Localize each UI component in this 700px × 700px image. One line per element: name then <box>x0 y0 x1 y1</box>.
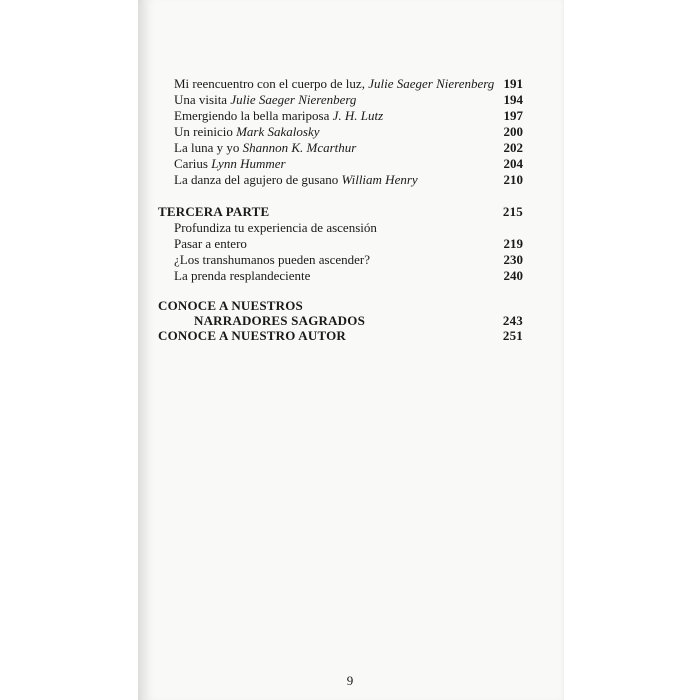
entry-title: La prenda resplandeciente <box>174 268 311 283</box>
toc-entry <box>0 108 700 124</box>
entry-title: Una visita <box>174 92 231 107</box>
entry-title: Profundiza tu experiencia de ascensión <box>174 220 377 235</box>
entry-page: 240 <box>503 268 523 283</box>
entry-title: La luna y yo <box>174 140 243 155</box>
entry-page: 202 <box>503 140 523 155</box>
entry-title: La danza del agujero de gusano <box>174 172 342 187</box>
entry-page: 230 <box>503 252 523 267</box>
entry-author: Lynn Hummer <box>211 156 286 171</box>
entry-author: William Henry <box>341 172 418 187</box>
autor-heading: CONOCE A NUESTRO AUTOR <box>158 328 347 343</box>
entry-title: Emergiendo la bella mariposa <box>174 108 333 123</box>
entry-page: 204 <box>503 156 523 171</box>
toc-entry <box>0 156 700 172</box>
toc-entry <box>0 172 700 188</box>
narradores-heading-line1: CONOCE A NUESTROS <box>158 298 303 313</box>
entry-author: J. H. Lutz <box>332 108 384 123</box>
entry-author: Julie Saeger Nierenberg <box>368 76 495 91</box>
entry-title: Mi reencuentro con el cuerpo de luz, <box>174 76 369 91</box>
entry-title: Un reinicio <box>174 124 237 139</box>
section-heading <box>0 204 700 220</box>
entry-page: 200 <box>503 124 523 139</box>
toc-entry <box>0 76 700 92</box>
section-page: 251 <box>502 328 523 343</box>
toc-entry <box>0 268 700 284</box>
entry-page: 191 <box>503 76 523 91</box>
toc-entry <box>0 92 700 108</box>
toc-entry <box>0 236 700 252</box>
page-number: 9 <box>346 673 354 688</box>
toc-entry <box>0 252 700 268</box>
entry-title: Pasar a entero <box>174 236 247 251</box>
entry-page: 210 <box>503 172 523 187</box>
entry-title: ¿Los transhumanos pueden ascender? <box>174 252 371 267</box>
section-title: TERCERA PARTE <box>158 204 270 219</box>
section-page: 243 <box>502 313 523 328</box>
section-heading <box>0 328 700 344</box>
entry-author: Mark Sakalosky <box>236 124 320 139</box>
toc-entry <box>0 140 700 156</box>
narradores-heading-line2: NARRADORES SAGRADOS <box>194 313 366 328</box>
section-heading <box>0 313 700 329</box>
toc-entry <box>0 220 700 236</box>
toc-entry <box>0 124 700 140</box>
entry-author: Julie Saeger Nierenberg <box>230 92 357 107</box>
section-heading <box>0 298 700 314</box>
entry-author: Shannon K. Mcarthur <box>242 140 357 155</box>
entry-page: 197 <box>503 108 523 123</box>
section-page: 215 <box>502 204 523 219</box>
entry-page: 194 <box>503 92 523 107</box>
entry-title: Carius <box>174 156 212 171</box>
entry-page: 219 <box>503 236 523 251</box>
